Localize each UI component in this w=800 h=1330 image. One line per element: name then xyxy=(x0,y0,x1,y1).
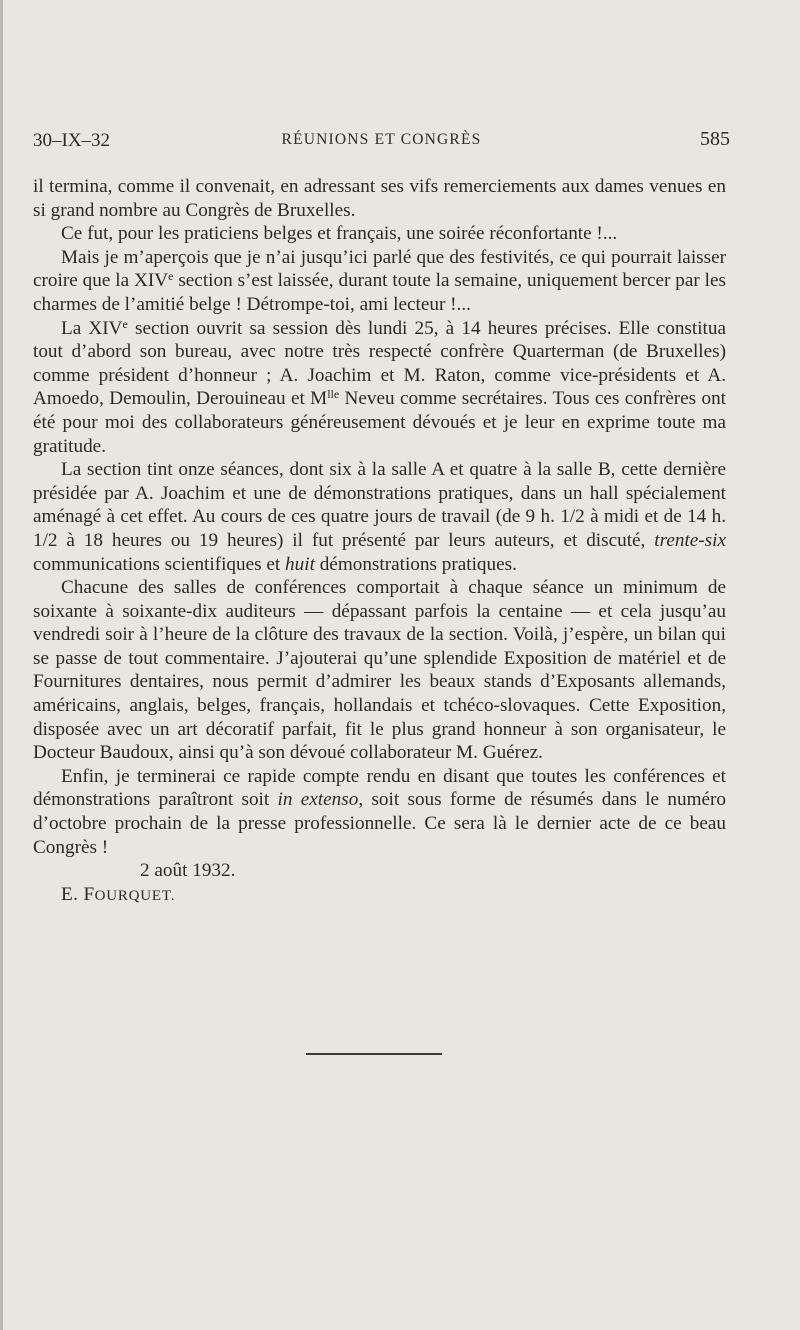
date-line: 2 août 1932. xyxy=(140,860,236,882)
superscript: e xyxy=(122,316,128,331)
text-run: Neveu comme secrétaires. Tous ces confrères ont été pour moi des collaborateurs généreusement dévoués et je leur en exprime toute ma gratitude. xyxy=(33,388,726,457)
signature-surname: OURQUET. xyxy=(94,887,176,904)
signature-initial: E. F xyxy=(61,883,95,905)
paragraph-5 xyxy=(33,458,726,576)
signature xyxy=(33,883,726,909)
italic-run: trente-six xyxy=(654,529,726,551)
italic-run: in extenso xyxy=(277,789,359,811)
paragraph-7 xyxy=(33,765,726,859)
text-run: La section tint onze séances, dont six à la salle A et quatre à la salle B, cette dernière présidée par A. Joachim et une de démonstrations pratiques, dans un hall spécialement aménagé à cet effet. Au cours de ces quatre jours de travail (de 9 h. 1/2 à midi et de 14 h. 1/2 à 18 heures ou 19 heures) il fut présenté par leurs auteurs, et discuté, xyxy=(33,459,726,551)
header-date: 30–IX–32 xyxy=(33,130,111,151)
text-run: section ouvrit sa session dès lundi 25, à 14 heures précises. Elle constitua tout d’abord son bureau, avec notre très respecté confrère Quarterman (de Bruxelles) comme président d’honneur ; A. Joachim et M. Raton, comme vice-présidents et A. Amoedo, Demoulin, Derouineau et M xyxy=(33,317,726,410)
paragraph-6: Chacune des salles de conférences comportait à chaque séance un minimum de soixante à soixante-dix auditeurs — dépassant parfois la centaine — et cela jusqu’au vendredi soir à l’heure de la clôture des travaux de la section. Voilà, j’espère, un bilan qui se passe de tout commentaire. J’ajouterai qu’une splendide Exposition de matériel et de Fournitures dentaires, nous permit d’admirer les beaux stands d’Exposants allemands, américains, anglais, belges, français, hollandais et tchéco-slovaques. Cette Exposition, disposée avec un art décoratif parfait, fit le plus grand honneur à son organisateur, le Docteur Baudoux, ainsi qu’à son dévoué collaborateur M. Guérez. xyxy=(33,577,726,764)
closing-rule xyxy=(306,1053,442,1055)
paragraph-3 xyxy=(33,246,726,317)
text-run: section s’est laissée, durant toute la semaine, uniquement bercer par les charmes de l’amitié belge ! Détrompe-toi, ami lecteur !... xyxy=(33,270,726,315)
running-header xyxy=(33,128,730,156)
text-run: , soit sous forme de résumés dans le numéro d’octobre prochain de la presse professionnelle. Ce sera là le dernier acte de ce beau Congrès ! xyxy=(33,789,726,858)
paragraph-2: Ce fut, pour les praticiens belges et français, une soirée réconfortante !... xyxy=(61,223,618,245)
page-edge xyxy=(0,0,3,1330)
page-number: 585 xyxy=(700,128,730,150)
text-run: La XIV xyxy=(61,317,123,339)
superscript: lle xyxy=(327,387,340,402)
text-run: Mais je m’aperçois que je n’ai jusqu’ici parlé que des festivités, ce qui pourrait laisser croire que la XIV xyxy=(33,246,726,292)
text-run: communications scientifiques et xyxy=(33,553,286,575)
text-run: Enfin, je terminerai ce rapide compte rendu en disant que toutes les conférences et démonstrations paraîtront soit xyxy=(33,765,726,811)
paragraph-1: il termina, comme il convenait, en adressant ses vifs remerciements aux dames venues en si grand nombre au Congrès de Bruxelles. xyxy=(33,176,726,221)
italic-run: huit xyxy=(285,553,315,575)
text-run: démonstrations pratiques. xyxy=(314,553,517,575)
header-title: RÉUNIONS ET CONGRÈS xyxy=(281,131,482,148)
paragraph-4 xyxy=(33,317,726,459)
superscript: e xyxy=(168,269,174,284)
article-body xyxy=(33,175,726,908)
